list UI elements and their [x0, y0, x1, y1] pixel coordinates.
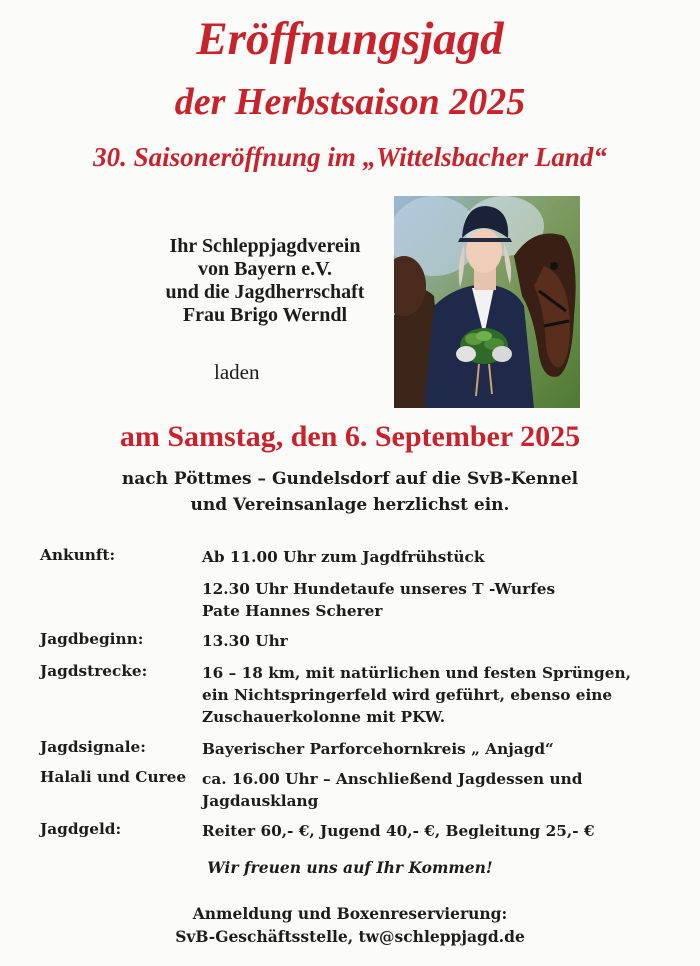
detail-label: Jagdstrecke: [40, 662, 148, 680]
detail-label: Jagdgeld: [40, 820, 122, 838]
welcome-text: Wir freuen uns auf Ihr Kommen! [207, 858, 493, 877]
contact-line: SvB-Geschäftsstelle, tw@schleppjagd.de [175, 927, 525, 946]
detail-value [202, 738, 680, 760]
detail-value [202, 546, 680, 568]
detail-value [202, 662, 680, 728]
rider-with-horse-photo [394, 196, 580, 408]
detail-value [202, 630, 680, 652]
host-line: von Bayern e.V. [197, 258, 333, 280]
location-line: nach Pöttmes – Gundelsdorf auf die SvB-Kennel [121, 469, 579, 489]
detail-value [202, 578, 680, 622]
location-line: und Vereinsanlage herzlichst ein. [190, 495, 510, 515]
host-line: Ihr Schleppjagdverein [169, 235, 361, 257]
event-date: am Samstag, den 6. September 2025 [119, 420, 581, 453]
contact-block [0, 902, 700, 948]
invite-verb: laden [214, 360, 260, 384]
registration-heading: Anmeldung und Boxenreservierung: [192, 904, 508, 923]
host-line: Frau Brigo Werndl [182, 304, 348, 326]
detail-line: ca. 16.00 Uhr – Anschließend Jagdessen und [202, 770, 583, 788]
detail-label: Jagdsignale: [40, 738, 146, 756]
title-line-1: Eröffnungsjagd [196, 13, 504, 65]
event-location [0, 466, 700, 518]
subtitle: 30. Saisoneröffnung im „Wittelsbacher Land“ [93, 142, 607, 172]
detail-line: ein Nichtspringerfeld wird geführt, ebenso eine [202, 686, 613, 704]
detail-line: 13.30 Uhr [202, 632, 288, 650]
title-line-2: der Herbstsaison 2025 [174, 81, 526, 123]
detail-value [202, 820, 680, 842]
detail-line: 12.30 Uhr Hundetaufe unseres T -Wurfes [202, 580, 556, 598]
detail-line: Reiter 60,- €, Jugend 40,- €, Begleitung 25,- € [202, 822, 595, 840]
host-block [100, 235, 430, 327]
detail-line: Jagdausklang [202, 792, 319, 810]
detail-line: Zuschauerkolonne mit PKW. [202, 708, 446, 726]
detail-label: Halali und Curee [40, 768, 187, 786]
detail-line: Bayerischer Parforcehornkreis „ Anjagd“ [202, 740, 554, 758]
detail-label: Jagdbeginn: [40, 630, 144, 648]
detail-line: Pate Hannes Scherer [202, 602, 383, 620]
host-line: und die Jagdherrschaft [165, 281, 365, 303]
detail-line: 16 – 18 km, mit natürlichen und festen Sprüngen, [202, 664, 631, 682]
detail-value [202, 768, 680, 812]
detail-line: Ab 11.00 Uhr zum Jagdfrühstück [202, 548, 485, 566]
detail-label: Ankunft: [40, 546, 116, 564]
